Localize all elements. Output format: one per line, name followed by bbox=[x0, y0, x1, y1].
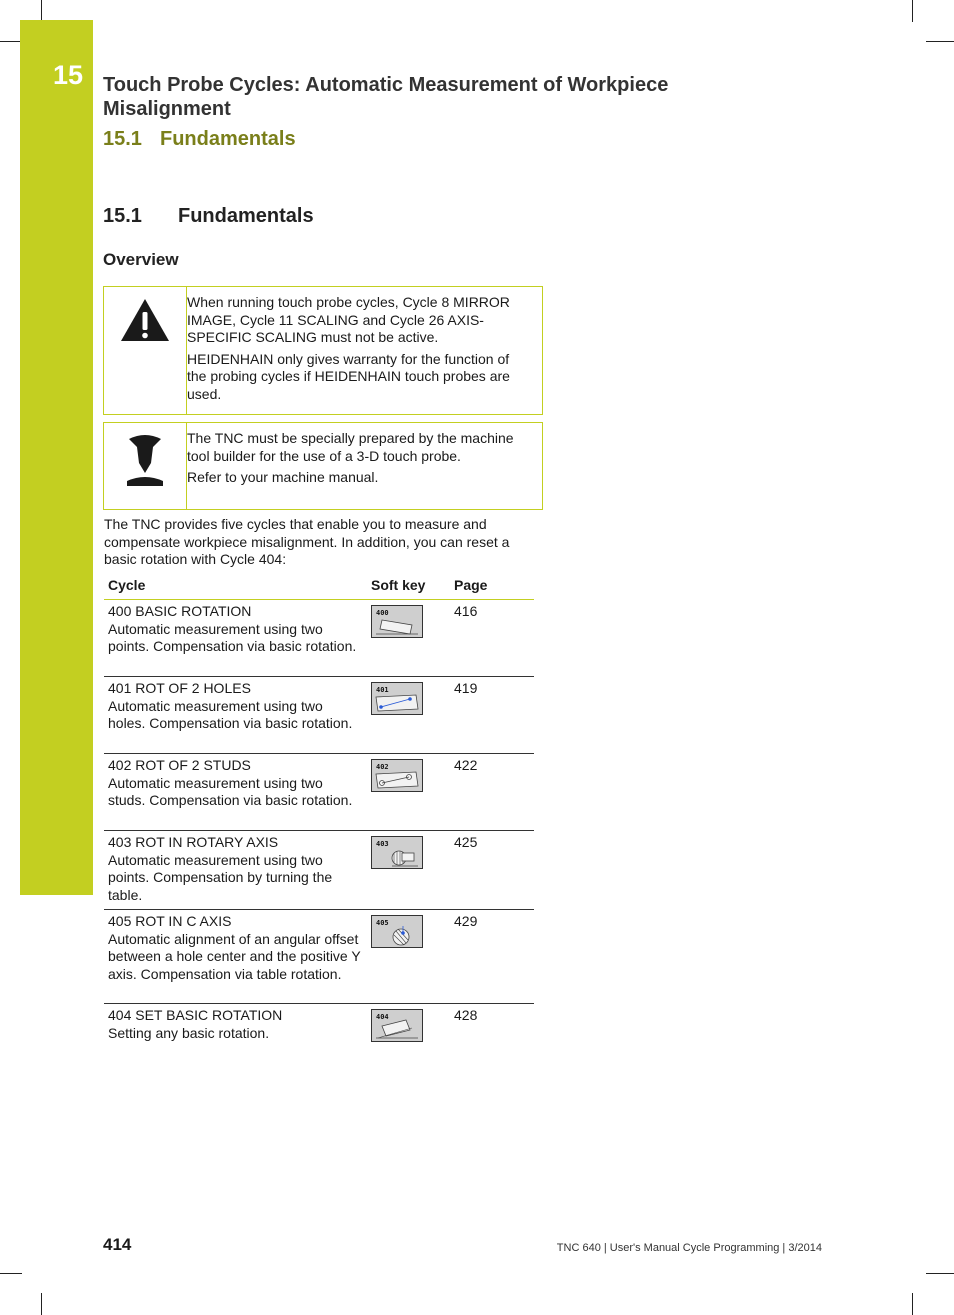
table-row bbox=[104, 677, 534, 754]
note-paragraph: When running touch probe cycles, Cycle 8 MIRROR IMAGE, Cycle 11 SCALING and Cycle 26 AXIS-SPECIFIC SCALING must not be active. bbox=[187, 294, 510, 345]
page-ref: 429 bbox=[450, 910, 534, 1004]
crop-mark bbox=[912, 1293, 913, 1315]
chapter-side-tab bbox=[20, 20, 93, 895]
warning-note-text bbox=[187, 294, 532, 407]
table-row bbox=[104, 1004, 534, 1052]
table-row bbox=[104, 600, 534, 677]
page-ref: 428 bbox=[454, 1007, 478, 1023]
page-ref: 425 bbox=[450, 831, 534, 910]
crop-mark bbox=[41, 1293, 42, 1315]
machine-note bbox=[103, 422, 543, 510]
table-row bbox=[104, 910, 534, 1004]
chapter-number: 15 bbox=[53, 60, 84, 90]
intro-paragraph: The TNC provides five cycles that enable you to measure and compensate workpiece misalignment. In addition, you can reset a basic rotation with Cycle 404: bbox=[104, 516, 510, 567]
cycle-description: Automatic measurement using two studs. Compensation via basic rotation. bbox=[108, 774, 353, 808]
table-header-row bbox=[104, 575, 534, 600]
cycle-description: Automatic alignment of an angular offset between a hole center and the positive Y axis. Compensation via table rotation. bbox=[108, 930, 361, 982]
softkey-402-button[interactable] bbox=[371, 759, 423, 792]
page-ref: 416 bbox=[450, 600, 534, 677]
footer-text: TNC 640 | User's Manual Cycle Programming | 3/2014 bbox=[556, 1242, 822, 1254]
softkey-401-button[interactable] bbox=[371, 682, 423, 715]
header-cycle: Cycle bbox=[104, 575, 367, 600]
page-ref: 422 bbox=[450, 754, 534, 831]
header-page: Page bbox=[450, 575, 534, 600]
chapter-section-title: Fundamentals bbox=[160, 128, 296, 150]
softkey-404-button[interactable] bbox=[371, 1009, 423, 1042]
crop-mark bbox=[926, 1273, 954, 1274]
section-number: 15.1 bbox=[103, 205, 142, 227]
note-paragraph: Refer to your machine manual. bbox=[187, 469, 379, 485]
cycle-title: 400 BASIC ROTATION bbox=[108, 603, 252, 619]
softkey-403-button[interactable] bbox=[371, 836, 423, 869]
crop-mark bbox=[0, 41, 22, 42]
softkey-405-button[interactable] bbox=[371, 915, 423, 948]
softkey-400-button[interactable] bbox=[371, 605, 423, 638]
page-number: 414 bbox=[103, 1235, 132, 1254]
machine-note-text bbox=[187, 430, 532, 491]
page-ref: 419 bbox=[450, 677, 534, 754]
svg-text:404: 404 bbox=[376, 1013, 389, 1021]
cycle-title: 403 ROT IN ROTARY AXIS bbox=[108, 834, 279, 850]
section-heading bbox=[103, 205, 314, 228]
chapter-section-number: 15.1 bbox=[103, 128, 142, 150]
table-row bbox=[104, 831, 534, 910]
cycles-table bbox=[104, 575, 534, 1052]
header-softkey: Soft key bbox=[367, 575, 450, 600]
chapter-title: Touch Probe Cycles: Automatic Measurement of Workpiece Misalignment bbox=[103, 74, 669, 120]
svg-text:402: 402 bbox=[376, 763, 389, 771]
section-title: Fundamentals bbox=[178, 205, 314, 227]
cycle-description: Setting any basic rotation. bbox=[108, 1024, 270, 1041]
crop-mark bbox=[912, 0, 913, 22]
chapter-section-header bbox=[103, 128, 296, 151]
cycle-description: Automatic measurement using two points. Compensation via basic rotation. bbox=[108, 620, 357, 654]
cycle-description: Automatic measurement using two holes. Compensation via basic rotation. bbox=[108, 697, 353, 731]
cycle-title: 404 SET BASIC ROTATION bbox=[108, 1007, 283, 1023]
crop-mark bbox=[0, 1273, 22, 1274]
table-row bbox=[104, 754, 534, 831]
svg-text:403: 403 bbox=[376, 840, 389, 848]
note-paragraph: The TNC must be specially prepared by the machine tool builder for the use of a 3-D touch probe. bbox=[187, 430, 514, 464]
crop-mark bbox=[41, 0, 42, 22]
crop-mark bbox=[926, 41, 954, 42]
cycle-description: Automatic measurement using two points. Compensation by turning the table. bbox=[108, 851, 333, 903]
cycle-title: 401 ROT OF 2 HOLES bbox=[108, 680, 251, 696]
cycle-title: 402 ROT OF 2 STUDS bbox=[108, 757, 251, 773]
warning-triangle-icon bbox=[104, 297, 186, 343]
svg-text:405: 405 bbox=[376, 919, 389, 927]
warning-note bbox=[103, 286, 543, 415]
note-paragraph: HEIDENHAIN only gives warranty for the function of the probing cycles if HEIDENHAIN touch probes are used. bbox=[187, 350, 510, 402]
machine-tool-icon bbox=[104, 433, 186, 487]
svg-text:401: 401 bbox=[376, 686, 389, 694]
subheading-overview: Overview bbox=[103, 250, 179, 269]
cycle-title: 405 ROT IN C AXIS bbox=[108, 913, 232, 929]
svg-text:400: 400 bbox=[376, 609, 389, 617]
